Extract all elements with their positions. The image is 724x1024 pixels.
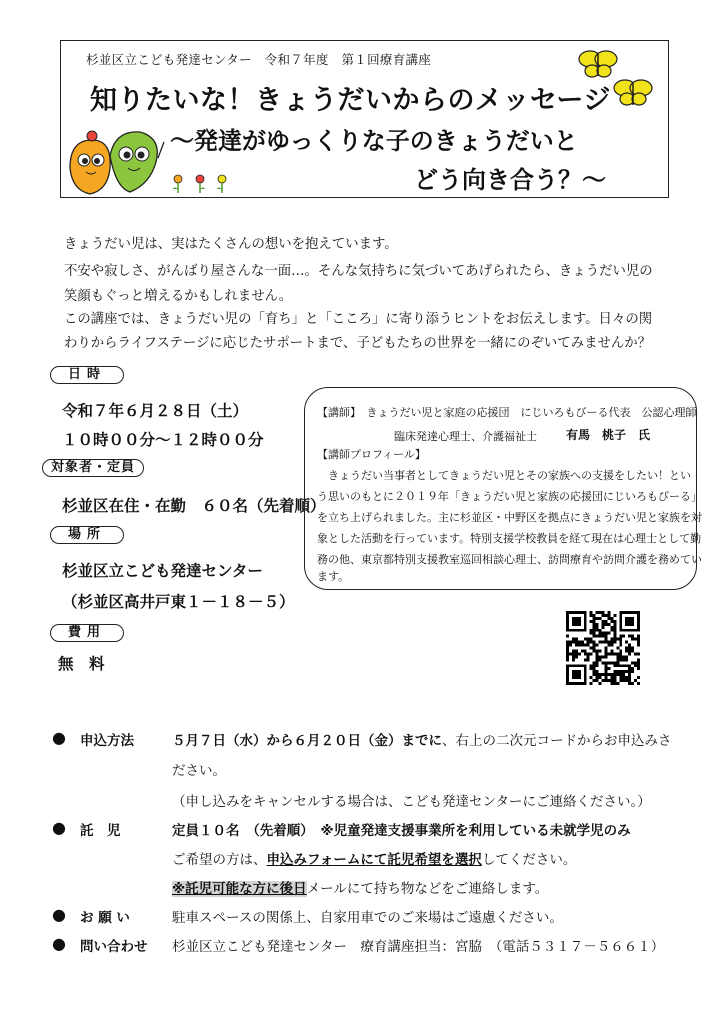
target-label: 対象者・定員 [42,459,144,477]
apply-label: 申込方法 [80,733,134,749]
profile-text: う思いのもとに２０１９年「きょうだい児と家族の応援団にじいろもびーる」 [317,490,702,503]
title-line-1: 知りたいな！きょうだいからのメッセージ [90,85,611,116]
lecturer-titles: 臨床発達心理士、介護福祉士 [394,430,537,443]
intro-line: きょうだい児は、実はたくさんの想いを抱えています。 [64,237,398,252]
event-time: １０時００分～１２時００分 [62,431,264,449]
mascot-illustration [60,128,165,198]
childcare-notice-highlight: ※託児可能な方に後日 [172,881,307,897]
profile-text: 象とした活動を行っています。特別支援学校教員を経て現在は心理士として勤 [317,532,702,545]
contact-text: 杉並区立こども発達センター 療育講座担当：宮脇 （電話５３１７－５６６１） [172,939,665,955]
profile-text: を立ち上げられました。主に杉並区・中野区を拠点にきょうだい児と家族を対 [317,511,702,524]
childcare-line2-post: してください。 [481,852,577,868]
butterfly-icon [577,48,619,80]
intro-line: 笑顔もぐっと増えるかもしれません。 [64,289,293,304]
request-text: 駐車スペースの関係上、自家用車でのご来場はご遠慮ください。 [172,910,563,926]
intro-line: 不安や寂しさ、がんばり屋さんな一面…。そんな気持ちに気づいてあげられたら、きょうだい児の [64,264,653,279]
profile-text: 務の他、東京都特別支援教室巡回相談心理士、訪問療育や訪問介護を務めてい [317,553,702,566]
butterfly-icon [612,78,654,108]
childcare-condition: ※児童発達支援事業所を利用している未就学児のみ [320,823,631,839]
bullet-dot: ● [52,818,66,837]
profile-text: きょうだい当事者としてきょうだい児とその家族への支援をしたい！とい [317,469,691,482]
profile-text: ます。 [317,570,350,583]
apply-method: 、右上の二次元コードからお申込みさ [442,733,672,749]
bullet-dot: ● [52,934,66,953]
childcare-line1 [172,819,631,839]
lecturer-heading: 【講師】 きょうだい児と家庭の応援団 にじいろもびーる代表 公認心理師 [317,406,697,419]
apply-period: ５月７日（水）から６月２０日（金）までに [172,733,442,749]
fee-value: 無 料 [58,655,105,673]
childcare-line2 [172,848,576,868]
intro-line: この講座では、きょうだい児の「育ち」と「こころ」に寄り添うヒントをお伝えします。日々の関 [64,312,653,327]
title-line-3: どう向き合う？～ [414,166,606,194]
childcare-label: 託 児 [80,823,121,839]
venue-address: （杉並区高井戸東１－１８－５） [62,593,295,611]
date-label: 日時 [50,366,124,384]
qr-code[interactable] [566,611,640,685]
intro-line: わりからライフステージに応じたサポートまで、子どもたちの世界を一緒にのぞいてみませんか？ [64,336,652,351]
venue-name: 杉並区立こども発達センター [62,562,263,580]
request-label: お 願 い [80,910,130,926]
apply-text-line2: ださい。 [172,763,226,779]
profile-heading: 【講師プロフィール】 [317,448,426,461]
childcare-line2-pre: ご希望の方は、 [172,852,267,868]
apply-cancel-note: （申し込みをキャンセルする場合は、こども発達センターにご連絡ください。） [172,794,651,810]
childcare-line3 [172,877,548,897]
event-date: 令和７年６月２８日（土） [62,402,249,420]
childcare-capacity: 定員１０名 （先着順） [172,823,307,839]
flower-icon [170,172,234,194]
lecturer-name: 有馬 桃子 氏 [566,428,651,442]
place-label: 場所 [50,526,124,544]
fee-label: 費用 [50,624,124,642]
organizer-line: 杉並区立こども発達センター 令和７年度 第１回療育講座 [86,52,432,67]
bullet-dot: ● [52,905,66,924]
contact-label: 問い合わせ [80,939,148,955]
target-capacity: 杉並区在住・在勤 ６０名（先着順） [62,497,326,515]
title-line-2: ～発達がゆっくりな子のきょうだいと [170,127,578,155]
bullet-dot: ● [52,728,66,747]
childcare-form-select: 申込みフォームにて託児希望を選択 [266,852,482,868]
apply-text [172,729,672,749]
childcare-line3-post: メールにて持ち物などをご連絡します。 [306,881,549,897]
